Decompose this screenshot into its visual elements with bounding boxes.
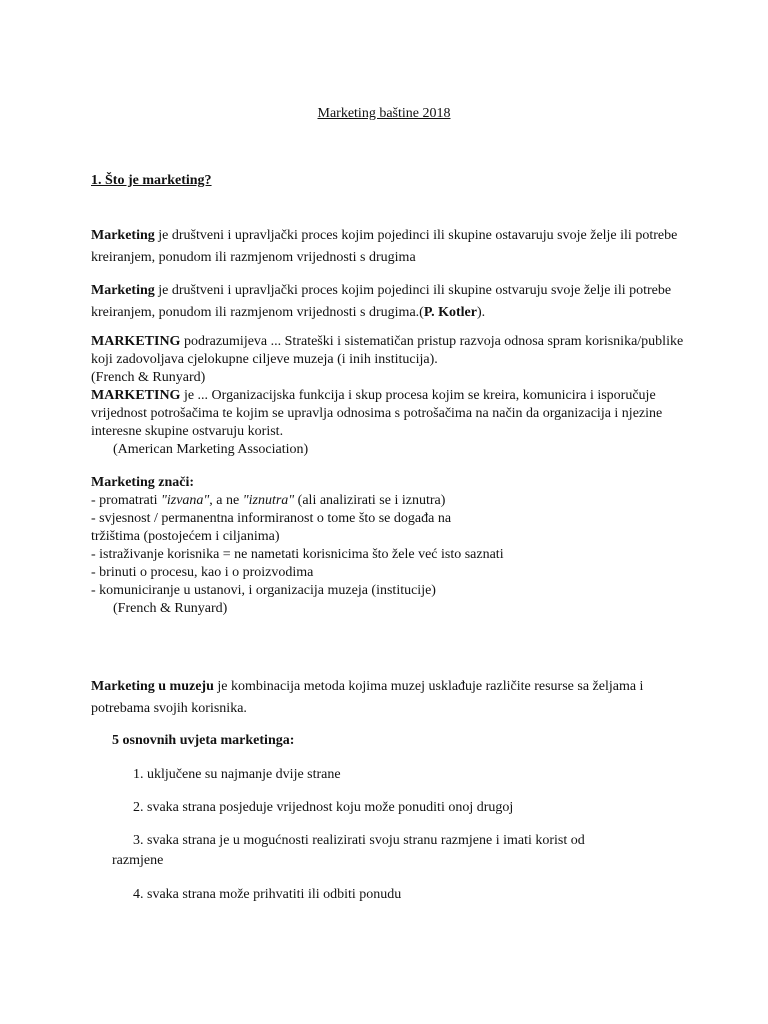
definition-text: podrazumijeva ... Strateški i sistematičan pristup razvoja odnosa spram korisnika/publike koji zadovoljava cjelokupne ciljeve muzeja (i inih institucija). <box>91 334 684 367</box>
condition-item: 3. svaka strana je u mogućnosti realizirati svoju stranu razmjene i imati korist od <box>133 833 585 848</box>
term-marketing-caps: MARKETING <box>91 334 181 349</box>
author-kotler: P. Kotler <box>423 305 477 320</box>
list-title: Marketing znači: <box>91 475 195 490</box>
definition-text: je društveni i upravljački proces kojim pojedinci ili skupine ostvaruju svoje želje ili potrebe kreiranjem, ponudom ili razmjenom vrijednosti s drugima.( <box>91 283 672 320</box>
conditions-title: 5 osnovnih uvjeta marketinga: <box>112 733 295 748</box>
term-museum-marketing: Marketing u muzeju <box>91 679 214 694</box>
list-item: - komuniciranje u ustanovi, i organizacija muzeja (institucije) <box>91 583 436 598</box>
list-item: - istraživanje korisnika = ne nametati korisnicima što žele već isto saznati <box>91 547 504 562</box>
source-citation: (French & Runyard) <box>113 601 228 616</box>
paragraph-definitions-3 <box>91 333 691 459</box>
term-marketing-caps: MARKETING <box>91 388 181 403</box>
source-citation: (American Marketing Association) <box>113 442 309 457</box>
list-item: - promatrati "izvana", a ne "iznutra" (ali analizirati se i iznutra) <box>91 493 446 508</box>
condition-item: 1. uključene su najmanje dvije strane <box>133 767 341 782</box>
paragraph-definition-2 <box>91 280 691 324</box>
term-marketing: Marketing <box>91 228 155 243</box>
paragraph-museum-marketing <box>91 676 691 720</box>
document-title: Marketing baštine 2018 <box>317 106 451 121</box>
condition-item: 4. svaka strana može prihvatiti ili odbiti ponudu <box>133 887 402 902</box>
definition-text: je kombinacija metoda kojima muzej usklađuje različite resurse sa željama i potrebama svojih korisnika. <box>91 679 644 716</box>
list-item: - brinuti o procesu, kao i o proizvodima <box>91 565 314 580</box>
definition-text: je društveni i upravljački proces kojim pojedinci ili skupine ostavaruju svoje želje ili potrebe kreiranjem, ponudom ili razmjenom vrijednosti s drugima <box>91 228 678 265</box>
definition-text: je ... Organizacijska funkcija i skup procesa kojim se kreira, komunicira i isporučuje vrijednost potrošačima te kojim se upravlja odnosima s potrošačima na način da organizacija i njezine interesne skupine ostvaruju korist. <box>91 388 663 439</box>
condition-item: 2. svaka strana posjeduje vrijednost koju može ponuditi onoj drugoj <box>133 800 514 815</box>
paragraph-marketing-means <box>91 474 691 618</box>
condition-item-continued: razmjene <box>112 853 164 868</box>
term-marketing: Marketing <box>91 283 155 298</box>
list-item: - svjesnost / permanentna informiranost o tome što se događa na tržištima (postojećem i ciljanima) <box>91 511 452 544</box>
paragraph-definition-1 <box>91 225 691 269</box>
source-citation: (French & Runyard) <box>91 370 206 385</box>
section-heading: 1. Što je marketing? <box>91 173 212 188</box>
closing-text: ). <box>476 305 486 320</box>
